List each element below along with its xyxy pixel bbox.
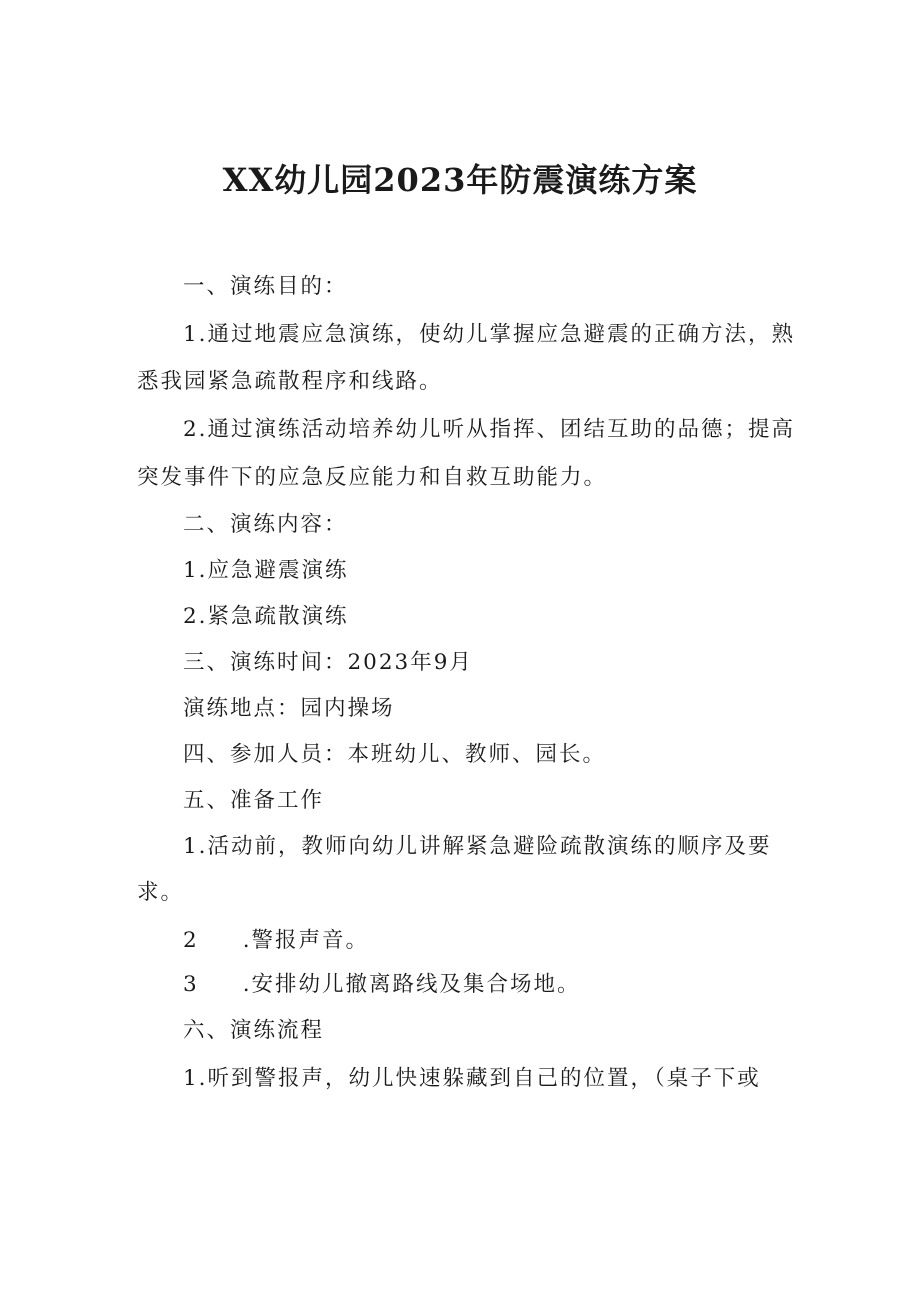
paragraph-line: 悉我园紧急疏散程序和线路。 [137, 369, 443, 394]
paragraph-line: 求。 [137, 880, 185, 905]
paragraph-line: 1.听到警报声，幼儿快速躲藏到自己的位置，（桌子下或 [183, 1066, 761, 1091]
document-title: XX幼儿园2023年防震演练方案 [222, 161, 698, 199]
section-heading: 二、演练内容： [183, 512, 348, 537]
list-item: 2.紧急疏散演练 [183, 604, 349, 629]
list-item-text: .安排幼儿撤离路线及集合场地。 [242, 972, 581, 997]
list-item: 1.应急避震演练 [183, 558, 349, 583]
list-item-text: .警报声音。 [242, 928, 370, 953]
paragraph-line: 突发事件下的应急反应能力和自救互助能力。 [137, 465, 608, 490]
list-item [183, 926, 369, 956]
list-item-number: 2 [183, 928, 199, 953]
section-heading: 六、演练流程 [183, 1018, 325, 1043]
section-heading: 一、演练目的： [183, 274, 348, 299]
paragraph-line: 1.活动前，教师向幼儿讲解紧急避险疏散演练的顺序及要 [183, 834, 772, 859]
paragraph-line: 演练地点：园内操场 [183, 696, 395, 721]
section-heading: 五、准备工作 [183, 788, 325, 813]
section-heading: 三、演练时间：2023年9月 [183, 650, 473, 675]
paragraph-line: 1.通过地震应急演练，使幼儿掌握应急避震的正确方法，熟 [183, 322, 796, 347]
paragraph-line: 2.通过演练活动培养幼儿听从指挥、团结互助的品德；提高 [183, 417, 796, 442]
list-item-number: 3 [183, 972, 199, 997]
section-heading: 四、参加人员：本班幼儿、教师、园长。 [183, 742, 607, 767]
list-item [183, 970, 581, 1000]
